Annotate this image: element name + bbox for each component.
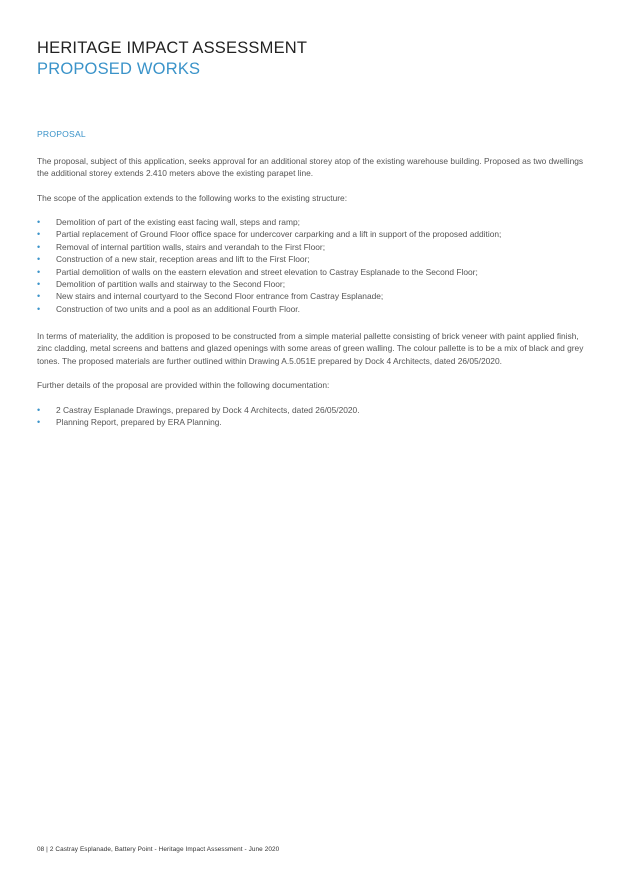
- document-title: HERITAGE IMPACT ASSESSMENT: [37, 39, 308, 57]
- document-subtitle: PROPOSED WORKS: [37, 60, 201, 78]
- list-item-text: New stairs and internal courtyard to the Second Floor entrance from Castray Esplanade;: [56, 291, 384, 302]
- list-item-text: Demolition of part of the existing east facing wall, steps and ramp;: [56, 217, 300, 227]
- list-item-text: Construction of two units and a pool as an additional Fourth Floor.: [56, 303, 300, 314]
- bullet-icon: •: [37, 303, 41, 314]
- scope-list: [37, 216, 587, 315]
- list-item: [37, 404, 587, 416]
- list-item-text: Removal of internal partition walls, stairs and verandah to the First Floor;: [56, 241, 326, 252]
- bullet-icon: •: [37, 291, 41, 302]
- paragraph-intro: The proposal, subject of this application, seeks approval for an additional storey atop of the existing warehouse building. Proposed as two dwellings the additional storey extends 2.410 meters above the existing parapet line.: [37, 156, 584, 179]
- section-heading: PROPOSAL: [37, 129, 86, 139]
- bullet-icon: •: [37, 254, 41, 265]
- list-item-text: Demolition of partition walls and stairway to the Second Floor;: [56, 279, 286, 290]
- list-item-text: Construction of a new stair, reception areas and lift to the First Floor;: [56, 254, 310, 265]
- list-item: [37, 241, 587, 253]
- list-item-text: 2 Castray Esplanade Drawings, prepared by Dock 4 Architects, dated 26/05/2020.: [56, 405, 360, 415]
- list-item-text: Planning Report, prepared by ERA Planning.: [56, 417, 222, 428]
- list-item: [37, 216, 587, 228]
- bullet-icon: •: [37, 217, 41, 227]
- bullet-icon: •: [37, 266, 41, 277]
- list-item-text: Partial demolition of walls on the eastern elevation and street elevation to Castray Esplanade to the Second Floor;: [56, 266, 478, 277]
- bullet-icon: •: [37, 279, 41, 290]
- list-item: [37, 278, 587, 290]
- list-item: [37, 290, 587, 302]
- list-item: [37, 266, 587, 278]
- bullet-icon: •: [37, 241, 41, 252]
- paragraph-documentation: Further details of the proposal are provided within the following documentation:: [37, 380, 330, 390]
- paragraph-scope: The scope of the application extends to the following works to the existing structure:: [37, 193, 348, 203]
- bullet-icon: •: [37, 229, 41, 240]
- bullet-icon: •: [37, 417, 41, 428]
- list-item: [37, 416, 587, 428]
- documentation-list: [37, 404, 587, 429]
- bullet-icon: •: [37, 405, 41, 415]
- list-item: [37, 228, 587, 240]
- paragraph-materiality: In terms of materiality, the addition is proposed to be constructed from a simple material pallette consisting of brick veneer with paint applied finish, zinc cladding, metal screens and battens and glazed openings with some areas of green walling. The colour pallette is to be a mix of black and grey tones. The proposed materials are further outlined within Drawing A.5.051E prepared by Dock 4 Architects, dated 26/05/2020.: [37, 331, 584, 366]
- list-item-text: Partial replacement of Ground Floor office space for undercover carparking and a lift in support of the proposed addition;: [56, 229, 502, 240]
- list-item: [37, 303, 587, 315]
- page-footer: 08 | 2 Castray Esplanade, Battery Point - Heritage Impact Assessment - June 2020: [37, 846, 280, 853]
- list-item: [37, 253, 587, 265]
